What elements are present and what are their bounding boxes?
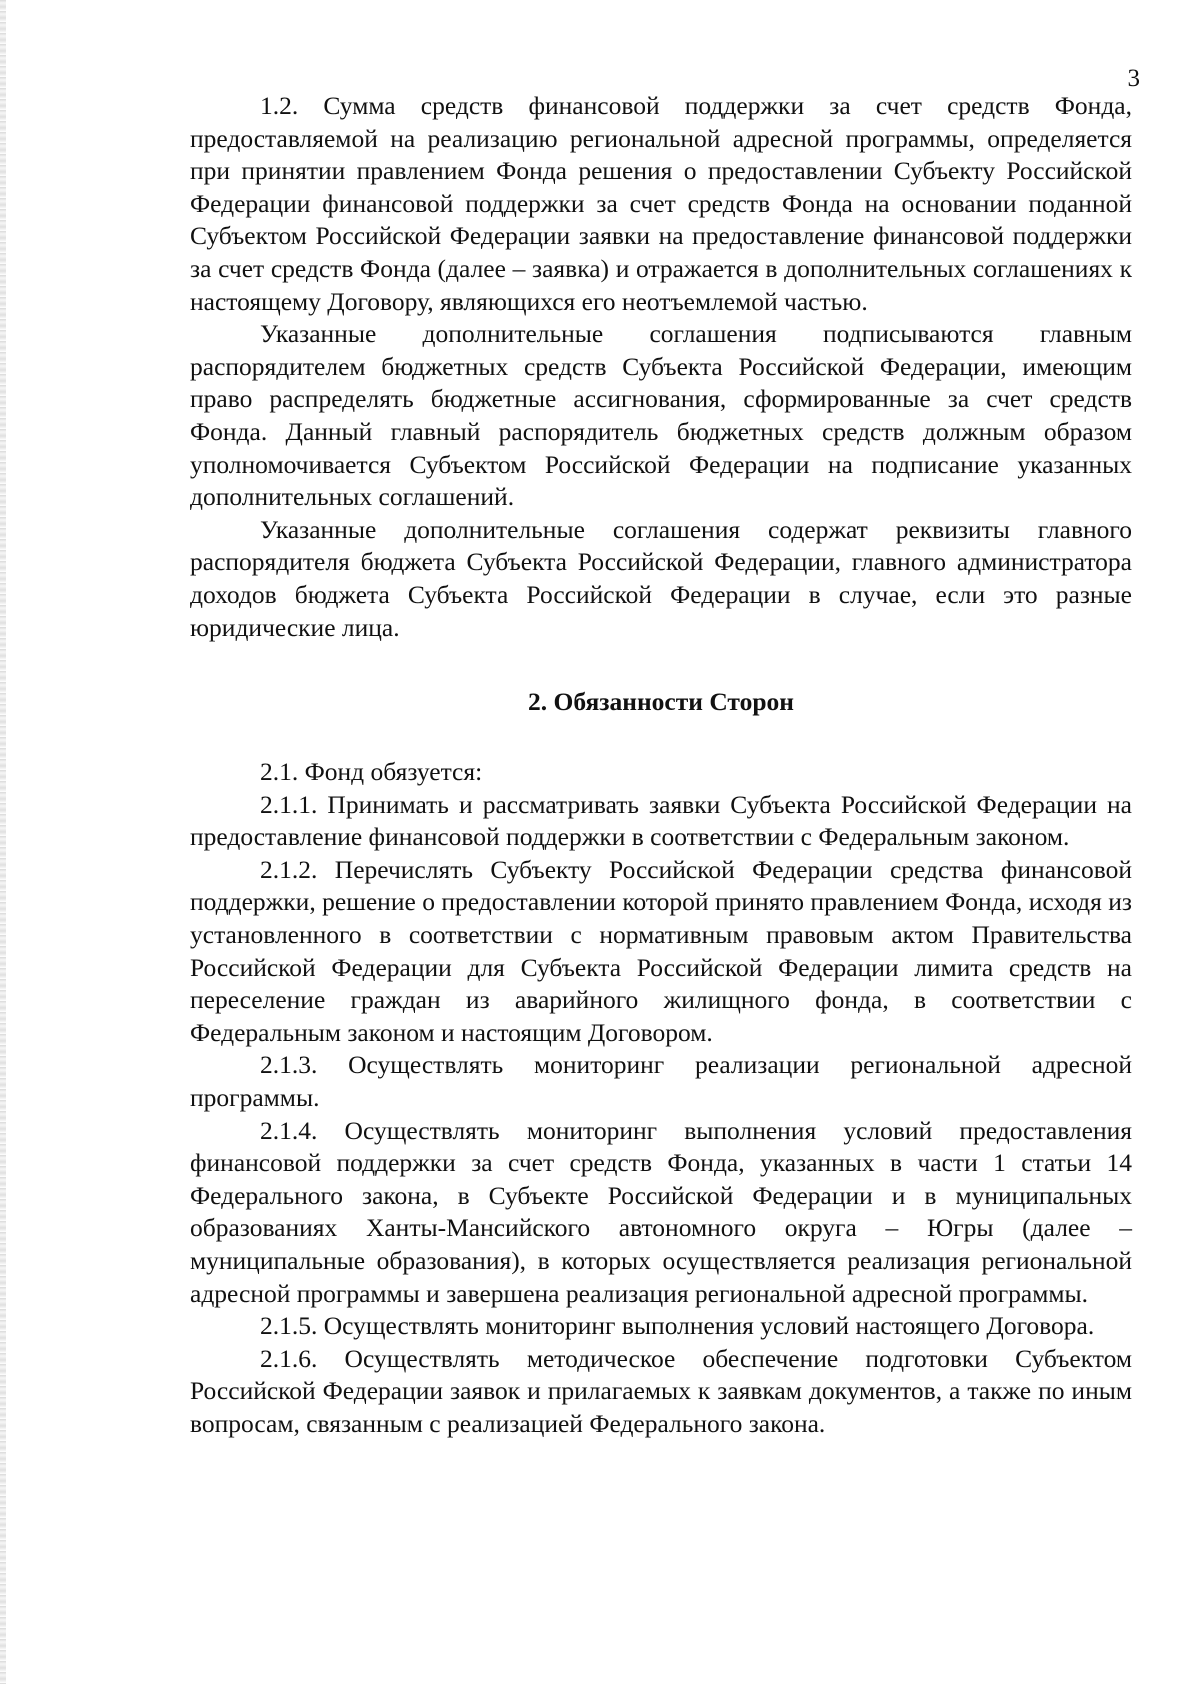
paragraph-requisites: Указанные дополнительные соглашения содержат реквизиты главного распорядителя бюджета Субъекта Российской Федерации, главного администратора доходов бюджета Субъекта Российской Федерации в случае, если это разные юридические лица. xyxy=(190,514,1132,642)
paragraph-2-1-5: 2.1.5. Осуществлять мониторинг выполнения условий настоящего Договора. xyxy=(260,1311,1095,1341)
paragraph-2-1-1: 2.1.1. Принимать и рассматривать заявки Субъекта Российской Федерации на предоставление финансовой поддержки в соответствии с Федеральным законом. xyxy=(190,789,1132,852)
paragraph-2-1-6: 2.1.6. Осуществлять методическое обеспечение подготовки Субъектом Российской Федерации заявок и прилагаемых к заявкам документов, а также по иным вопросам, связанным с реализацией Федерального закона. xyxy=(190,1343,1132,1438)
paragraph-signing: Указанные дополнительные соглашения подписываются главным распорядителем бюджетных средств Субъекта Российской Федерации, имеющим право распределять бюджетные ассигнования, сформированные за счет средств Фонда. Данный главный распорядитель бюджетных средств должным образом уполномочивается Субъектом Российской Федерации на подписание указанных дополнительных соглашений. xyxy=(190,319,1132,512)
section-heading: 2. Обязанности Сторон xyxy=(528,687,794,717)
scan-edge xyxy=(0,0,6,1684)
paragraph-2-1-3: 2.1.3. Осуществлять мониторинг реализации региональной адресной программы. xyxy=(190,1050,1132,1113)
paragraph-2-1-4: 2.1.4. Осуществлять мониторинг выполнения условий предоставления финансовой поддержки за счет средств Фонда, указанных в части 1 статьи 14 Федерального закона, в Субъекте Российской Федерации и в муниципальных образованиях Ханты-Мансийского автономного округа – Югры (далее – муниципальные образования), в которых осуществляется реализация региональной адресной программы и завершена реализация региональной адресной программы. xyxy=(190,1115,1132,1308)
page-number: 3 xyxy=(1127,65,1140,92)
document-body xyxy=(190,90,1132,1441)
paragraph-2-1: 2.1. Фонд обязуется: xyxy=(260,757,483,787)
paragraph-2-1-2: 2.1.2. Перечислять Субъекту Российской Федерации средства финансовой поддержки, решение о предоставлении которой принято правлением Фонда, исходя из установленного в соответствии с нормативным правовым актом Правительства Российской Федерации для Субъекта Российской Федерации лимита средств на переселение граждан из аварийного жилищного фонда, в соответствии с Федеральным законом и настоящим Договором. xyxy=(190,854,1132,1047)
paragraph-1-2: 1.2. Сумма средств финансовой поддержки за счет средств Фонда, предоставляемой на реализацию региональной адресной программы, определяется при принятии правлением Фонда решения о предоставлении Субъекту Российской Федерации финансовой поддержки за счет средств Фонда на основании поданной Субъектом Российской Федерации заявки на предоставление финансовой поддержки за счет средств Фонда (далее – заявка) и отражается в дополнительных соглашениях к настоящему Договору, являющихся его неотъемлемой частью. xyxy=(190,91,1132,316)
